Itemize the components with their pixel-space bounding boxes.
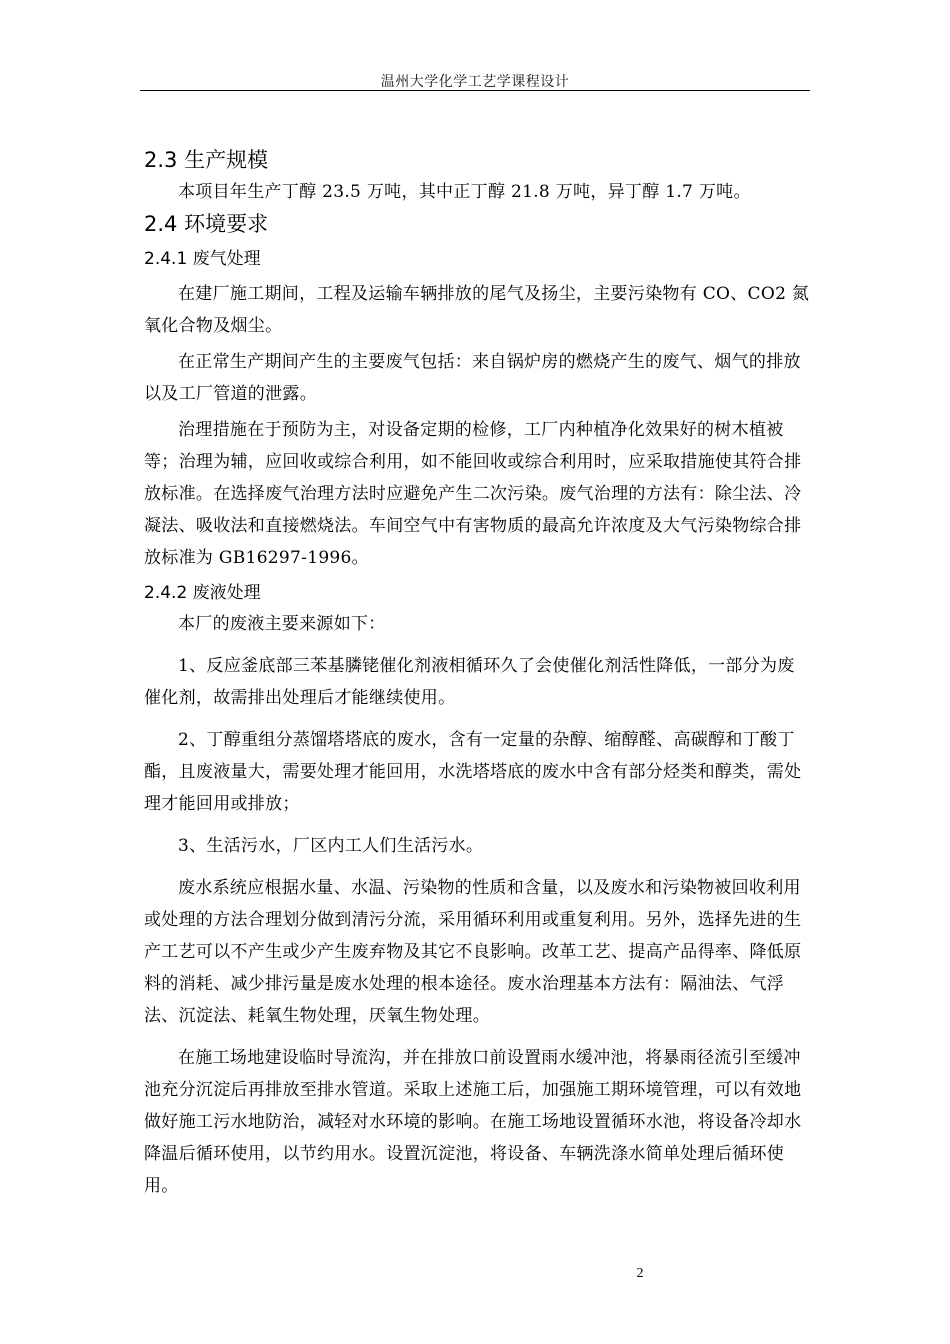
subsection-heading-2-4-2: 2.4.2 废液处理 (144, 583, 261, 603)
paragraph-construction-exhaust: 在建厂施工期间，工程及运输车辆排放的尾气及扬尘，主要污染物有 CO、CO2 氮氧化合物及烟尘。 (144, 284, 810, 336)
page-number: 2 (636, 1266, 644, 1281)
paragraph-exhaust-treatment: 治理措施在于预防为主，对设备定期的检修，工厂内种植净化效果好的树木植被等；治理为辅，应回收或综合利用，如不能回收或综合利用时，应采取措施使其符合排放标准。在选择废气治理方法时应避免产生二次污染。废气治理的方法有：除尘法、冷凝法、吸收法和直接燃烧法。车间空气中有害物质的最高允许浓度及大气污染物综合排放标准为 GB16297-1996。 (144, 420, 802, 568)
paragraph-production-exhaust: 在正常生产期间产生的主要废气包括：来自锅炉房的燃烧产生的废气、烟气的排放以及工厂管道的泄露。 (144, 352, 801, 404)
subsection-heading-2-4-1: 2.4.1 废气处理 (144, 249, 261, 269)
paragraph-production-scale: 本项目年生产丁醇 23.5 万吨，其中正丁醇 21.8 万吨，异丁醇 1.7 万吨。 (178, 182, 751, 202)
list-item-distillation-wastewater: 2、丁醇重组分蒸馏塔塔底的废水，含有一定量的杂醇、缩醇醛、高碳醇和丁酸丁酯，且废液量大，需要处理才能回用，水洗塔塔底的废水中含有部分烃类和醇类，需处理才能回用或排放； (144, 730, 802, 814)
running-header: 温州大学化学工艺学课程设计 (380, 74, 570, 90)
paragraph-wastewater-system: 废水系统应根据水量、水温、污染物的性质和含量，以及废水和污染物被回收利用或处理的方法合理划分做到清污分流，采用循环利用或重复利用。另外，选择先进的生产工艺可以不产生或少产生废弃物及其它不良影响。改革工艺、提高产品得率、降低原料的消耗、减少排污量是废水处理的根本途径。废水治理基本方法有：隔油法、气浮法、沉淀法、耗氧生物处理，厌氧生物处理。 (144, 878, 802, 1026)
section-heading-2-4: 2.4 环境要求 (144, 212, 269, 236)
section-heading-2-3: 2.3 生产规模 (144, 148, 269, 172)
paragraph-wastewater-sources-intro: 本厂的废液主要来源如下： (178, 614, 386, 634)
list-item-waste-catalyst: 1、反应釜底部三苯基膦铑催化剂液相循环久了会使催化剂活性降低，一部分为废催化剂，故需排出处理后才能继续使用。 (144, 656, 795, 708)
page-body (144, 144, 810, 1202)
header-rule (140, 90, 810, 91)
paragraph-construction-drainage: 在施工场地建设临时导流沟，并在排放口前设置雨水缓冲池，将暴雨径流引至缓冲池充分沉淀后再排放至排水管道。采取上述施工后，加强施工期环境管理，可以有效地做好施工污水地防治，减轻对水环境的影响。在施工场地设置循环水池，将设备冷却水降温后循环使用，以节约用水。设置沉淀池，将设备、车辆洗涤水简单处理后循环使用。 (144, 1048, 802, 1196)
list-item-domestic-sewage: 3、生活污水，厂区内工人们生活污水。 (178, 836, 484, 856)
